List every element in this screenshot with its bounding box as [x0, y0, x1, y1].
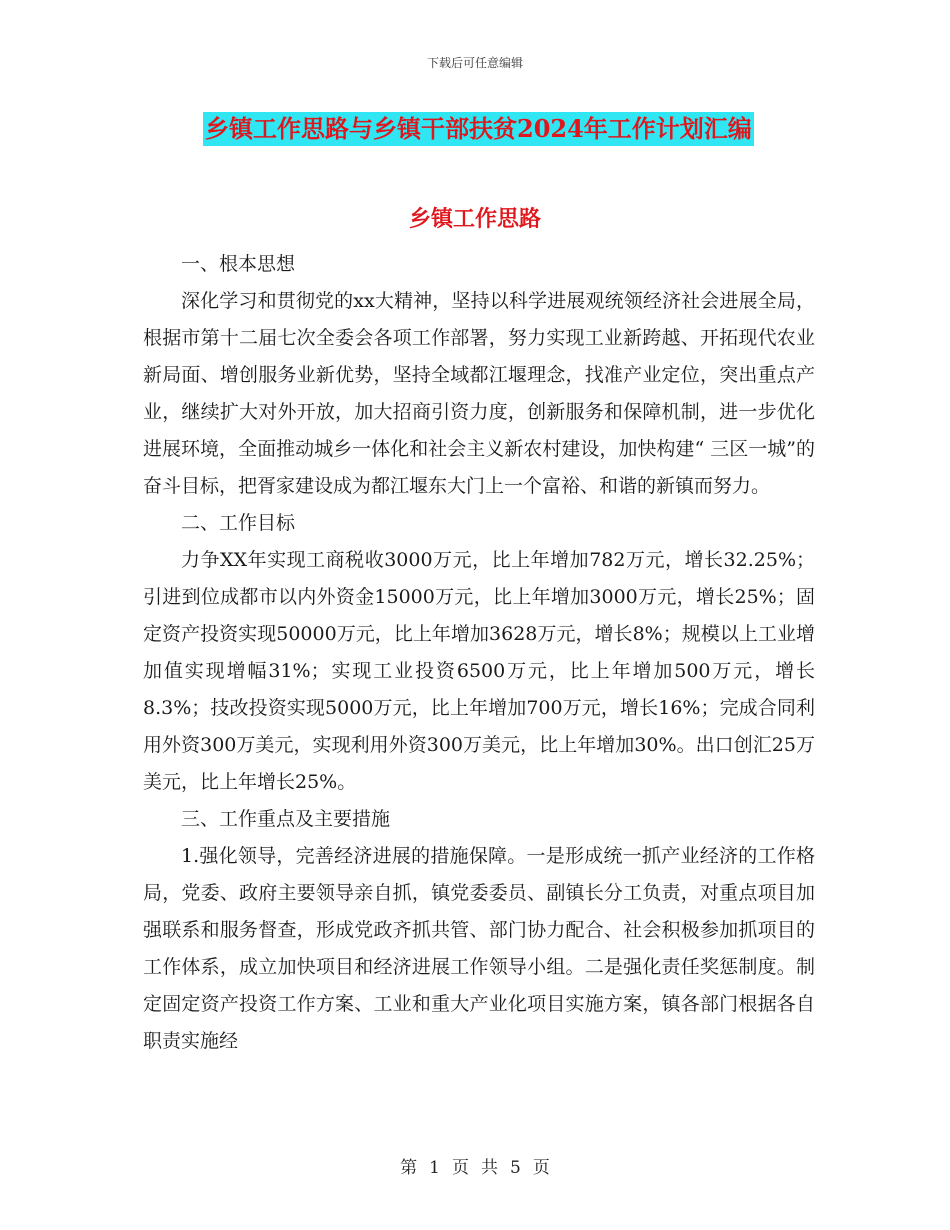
heading-work-goals: 二、工作目标 — [181, 512, 296, 534]
footer-page-prefix: 第 — [400, 1158, 418, 1178]
page-footer — [0, 1153, 950, 1178]
paragraph-fundamental-thought: 深化学习和贯彻党的xx大精神，坚持以科学进展观统领经济社会进展全局，根据市第十二届七次全委会各项工作部署，努力实现工业新跨越、开拓现代农业新局面、增创服务业新优势，坚持全域都江堰理念，找准产业定位，突出重点产业，继续扩大对外开放，加大招商引资力度，创新服务和保障机制，进一步优化进展环境，全面推动城乡一体化和社会主义新农村建设，加快构建“ 三区一城”的奋斗目标，把胥家建设成为都江堰东大门上一个富裕、和谐的新镇而努力。 — [143, 290, 815, 497]
footer-page-mid: 页 — [452, 1158, 469, 1178]
heading-fundamental-thought: 一、根本思想 — [181, 253, 296, 275]
document-title: 乡镇工作思路与乡镇干部扶贫2024年工作计划汇编 — [203, 112, 754, 146]
header-note: 下载后可任意编辑 — [426, 56, 523, 70]
paragraph-key-measures: 1.强化领导，完善经济进展的措施保障。一是形成统一抓产业经济的工作格局，党委、政府主要领导亲自抓，镇党委委员、副镇长分工负责，对重点项目加强联系和服务督查，形成党政齐抓共管、部门协力配合、社会积极参加抓项目的工作体系，成立加快项目和经济进展工作领导小组。二是强化责任奖惩制度。制定固定资产投资工作方案、工业和重大产业化项目实施方案，镇各部门根据各自职责实施经 — [143, 845, 815, 1052]
section-title: 乡镇工作思路 — [408, 206, 541, 232]
footer-page-number: 1 — [429, 1158, 440, 1178]
footer-total-suffix: 页 — [532, 1158, 550, 1178]
heading-key-measures: 三、工作重点及主要措施 — [181, 808, 391, 830]
footer-total-prefix: 共 — [481, 1158, 498, 1178]
paragraph-work-goals: 力争XX年实现工商税收3000万元，比上年增加782万元，增长32.25%；引进到位成都市以内外资金15000万元，比上年增加3000万元，增长25%；固定资产投资实现50000万元，比上年增加3628万元，增长8%；规模以上工业增加值实现增幅31%；实现工业投资6500万元，比上年增加500万元，增长8.3%；技改投资实现5000万元，比上年增加700万元，增长16%；完成合同利用外资300万美元，实现利用外资300万美元，比上年增加30%。出口创汇25万美元，比上年增长25%。 — [143, 549, 815, 793]
document-body — [143, 246, 815, 1060]
footer-total-pages: 5 — [510, 1158, 521, 1178]
